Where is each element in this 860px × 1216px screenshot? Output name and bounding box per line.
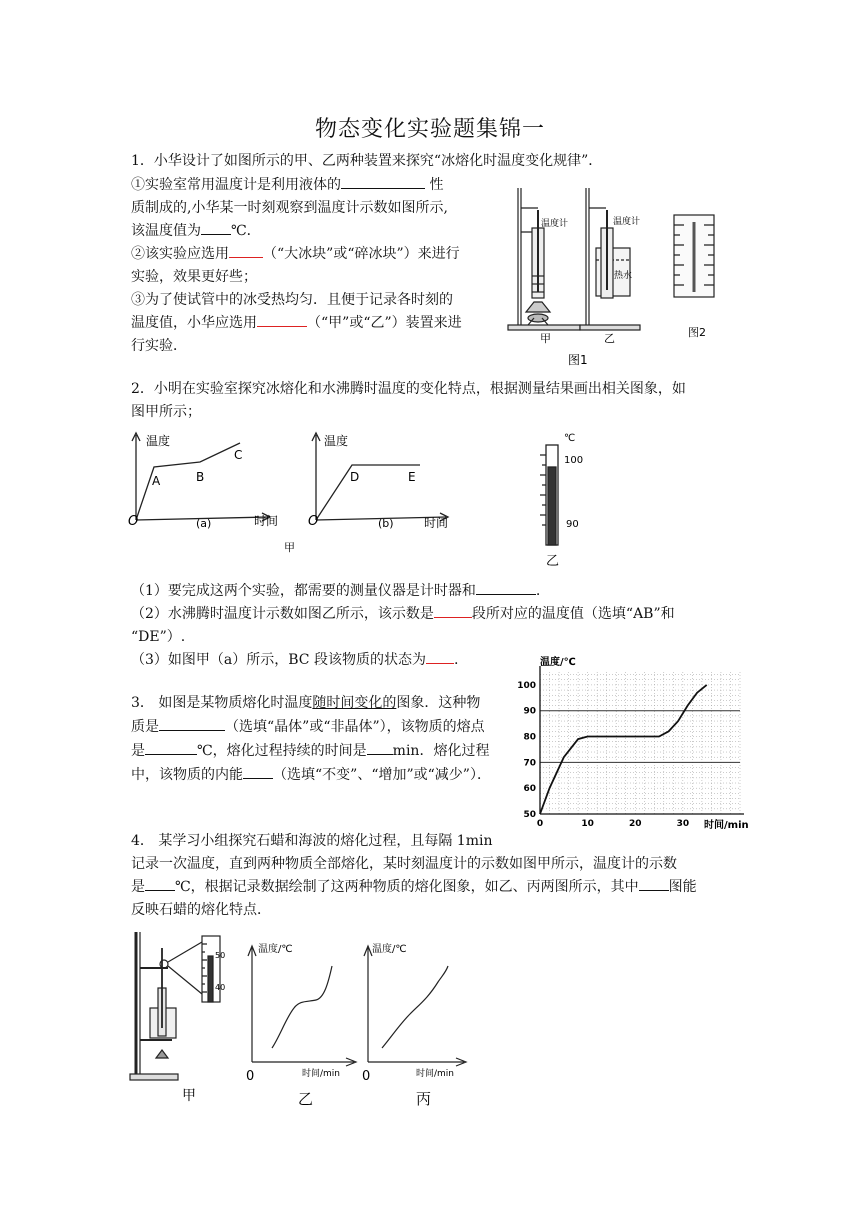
q4-graph-bing-ylabel: 温度/℃ — [372, 944, 407, 955]
q4-line3: 是 ℃，根据记录数据绘制了这两种物质的熔化图象，如乙、丙两图所示，其中 图能 — [131, 876, 697, 899]
y-tick-label: 70 — [523, 758, 536, 769]
q2-a3: （3）如图甲（a）所示，BC 段该物质的状态为 . — [131, 649, 458, 672]
y-tick-label: 100 — [517, 680, 536, 691]
q2-a2-cont: “DE”）. — [131, 629, 186, 645]
q4-thermo-50: 50 — [215, 951, 226, 960]
q4-graph-yi-xlabel: 时间/min — [302, 1069, 341, 1079]
fig-jia-label-q2: 甲 — [284, 541, 295, 554]
graph-b-caption: (b) — [378, 517, 394, 530]
q1-line1: ①实验室常用温度计是利用液体的 性 — [131, 174, 443, 197]
thermo-100: 100 — [564, 455, 584, 466]
q2-stem-2: 图甲所示； — [131, 404, 201, 420]
thermo-90: 90 — [566, 519, 579, 530]
q4-graph-bing-origin: 0 — [362, 1069, 371, 1084]
y-tick-label: 50 — [523, 810, 536, 820]
q3-chart-series-line — [540, 685, 707, 814]
hot-water-label: 热水 — [614, 271, 633, 281]
q1-line8: 行实验． — [131, 338, 187, 354]
q1-stem: 1．小华设计了如图所示的甲、乙两种装置来探究“冰熔化时温度变化规律”． — [131, 153, 603, 169]
fig-yi-label: 乙 — [604, 332, 615, 345]
q3-line4: 中，该物质的内能 （选填“不变”、“增加”或“减少”）． — [131, 764, 491, 787]
graph-a-ylabel: 温度 — [146, 434, 171, 448]
q4-line1: 4． 某学习小组探究石蜡和海波的熔化过程，且每隔 1min — [131, 833, 493, 849]
q3-melting-chart — [512, 652, 752, 832]
point-B: B — [196, 470, 205, 484]
q3-line3: 是 ℃，熔化过程持续的时间是 min．熔化过程 — [131, 740, 489, 763]
q4-fig-yi: 乙 — [298, 1090, 314, 1108]
q2-a2: （2）水沸腾时温度计示数如图乙所示，该示数是 段所对应的温度值（选填“AB”和 — [131, 603, 675, 626]
q4-fig-jia: 甲 — [182, 1088, 196, 1104]
q1-line3: 该温度值为 ℃． — [131, 220, 261, 243]
q3-line2: 质是 （选填“晶体”或“非晶体”），该物质的熔点 — [131, 716, 485, 739]
q2-stem-1: 2．小明在实验室探究冰熔化和水沸腾时温度的变化特点，根据测量结果画出相关图象，如 — [131, 381, 686, 397]
q4-fig-bing: 丙 — [416, 1090, 432, 1108]
q2-a1: （1）要完成这两个实验，都需要的测量仪器是计时器和 . — [131, 580, 540, 603]
graph-a-origin: O — [128, 514, 139, 529]
q3-chart-grid — [540, 672, 740, 814]
q1-line5: 实验，效果更好些； — [131, 269, 257, 285]
point-A: A — [152, 474, 161, 488]
q2-figure — [128, 425, 598, 570]
point-D: D — [350, 470, 360, 484]
q4-graph-yi-origin: 0 — [246, 1069, 255, 1084]
graph-a-xlabel: 时间 — [254, 514, 279, 528]
q4-line4: 反映石蜡的熔化特点． — [131, 902, 271, 918]
q4-graph-yi-ylabel: 温度/℃ — [258, 944, 293, 955]
fig-jia-label: 甲 — [540, 332, 551, 345]
q3-chart-xlabel: 时间/min — [704, 820, 749, 831]
q3-chart-axes — [540, 666, 744, 814]
x-tick-label: 20 — [628, 819, 642, 829]
q4-thermo-40: 40 — [215, 983, 226, 992]
x-tick-label: 0 — [536, 819, 544, 829]
q1-line6: ③为了使试管中的冰受热均匀．且便于记录各时刻的 — [131, 292, 453, 308]
graph-a-caption: (a) — [196, 517, 212, 530]
x-tick-label: 30 — [676, 819, 690, 829]
point-C: C — [234, 448, 243, 462]
y-tick-label: 90 — [523, 706, 536, 717]
x-tick-label: 10 — [581, 819, 594, 829]
q4-graph-bing-xlabel: 时间/min — [416, 1069, 455, 1079]
point-E: E — [408, 470, 416, 484]
thermo-unit: ℃ — [564, 433, 576, 444]
q1-line7: 温度值，小华应选用 （“甲”或“乙”）装置来进 — [131, 312, 462, 335]
graph-b-origin: O — [308, 514, 319, 529]
q1-apparatus-figure — [488, 180, 738, 372]
fig1-label: 图1 — [568, 353, 588, 367]
fig-yi-label-q2: 乙 — [546, 554, 560, 569]
y-tick-label: 80 — [523, 732, 536, 743]
q1-line2: 质制成的,小华某一时刻观察到温度计示数如图所示, — [131, 200, 448, 216]
q4-figure — [128, 928, 478, 1114]
q3-line1: 3． 如图是某物质熔化时温度随时间变化的图象．这种物 — [131, 695, 481, 711]
graph-b-xlabel: 时间 — [424, 516, 449, 530]
page-title: 物态变化实验题集锦一 — [314, 117, 545, 142]
fig2-label: 图2 — [688, 326, 706, 339]
q3-chart-ylabel: 温度/℃ — [540, 657, 576, 668]
q1-line4: ②该实验应选用 （“大冰块”或“碎冰块”）来进行 — [131, 243, 460, 266]
thermometer-label-yi: 温度计 — [613, 217, 641, 227]
q4-line2: 记录一次温度，直到两种物质全部熔化，某时刻温度计的示数如图甲所示，温度计的示数 — [131, 856, 677, 872]
thermometer-label-jia: 温度计 — [541, 219, 569, 229]
y-tick-label: 60 — [523, 784, 536, 795]
graph-b-ylabel: 温度 — [324, 434, 349, 448]
